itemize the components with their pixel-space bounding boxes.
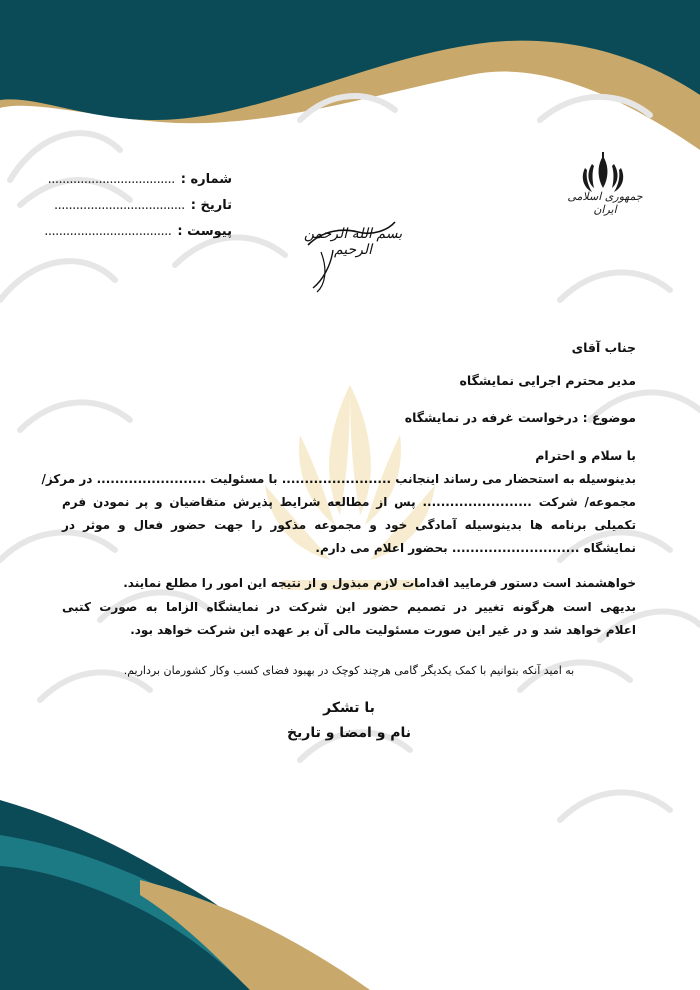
date-row: [54, 192, 232, 218]
reference-block: [44, 166, 232, 244]
paragraph-line: مجموعه/ شرکت ........................ پس از مطالعه شرایط پذیرش متقاضیان و پر نمودن فرم: [62, 495, 636, 509]
attachment-label: پیوست :: [177, 223, 232, 239]
emblem-caption: جمهوری اسلامی ایران: [567, 190, 643, 216]
paragraph-notice: [62, 596, 636, 642]
basmala-text: بسم الله الرحمن الرحیم: [303, 226, 403, 258]
attachment-field: ...................................: [44, 223, 172, 239]
date-field: ....................................: [54, 197, 185, 213]
greeting: با سلام و احترام: [535, 448, 636, 463]
number-label: شماره :: [180, 171, 232, 187]
sign-name-date: نام و امضا و تاریخ: [286, 725, 412, 741]
paragraph-line: بدینوسیله به استحضار می رساند اینجانب ........................ با مسئولیت ........................ در مرکز/: [41, 472, 636, 486]
sign-thanks: با تشکر: [323, 700, 375, 716]
paragraph-line: تکمیلی برنامه ها بدینوسیله آمادگی خود و مجموعه مذکور را جهت حضور فعال و موثر در: [62, 518, 636, 532]
number-field: ...................................: [47, 171, 175, 187]
subject-line: موضوع : درخواست غرفه در نمایشگاه: [404, 410, 636, 425]
paragraph-line: بدیهی است هرگونه تغییر در تصمیم حضور این شرکت در نمایشگاه الزاما به صورت کتبی: [62, 600, 636, 614]
salutation: جناب آقای: [571, 340, 636, 355]
number-row: [47, 166, 232, 192]
paragraph-request: [41, 468, 636, 560]
date-label: تاریخ :: [190, 197, 232, 213]
closing-remark: به امید آنکه بتوانیم با کمک یکدیگر گامی هرچند کوچک در بهبود فضای کسب وکار کشورمان برداریم.: [123, 664, 575, 677]
paragraph-line: نمایشگاه ............................ بحضور اعلام می دارم.: [315, 541, 636, 555]
paragraph-instruction: [62, 572, 636, 595]
paragraph-line: اعلام خواهد شد و در غیر این صورت مسئولیت مالی آن بر عهده این شرکت خواهد بود.: [130, 623, 636, 637]
recipient: مدیر محترم اجرایی نمایشگاه: [459, 373, 636, 388]
attachment-row: [44, 218, 232, 244]
paragraph-line: خواهشمند است دستور فرمایید اقدامات لازم مبذول و از نتیجه این امور را مطلع نمایند.: [123, 576, 636, 590]
